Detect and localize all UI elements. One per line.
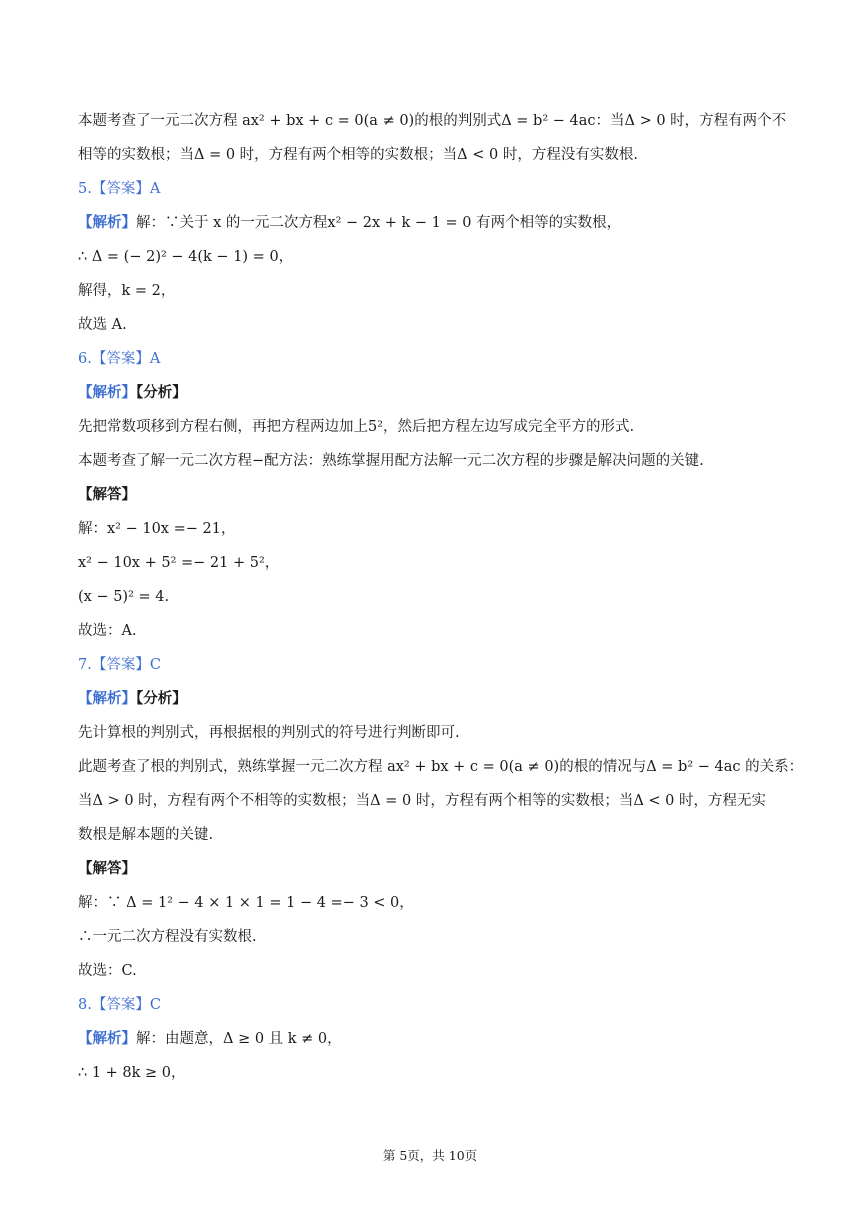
- analysis-tag: 【解析】: [78, 1030, 136, 1047]
- text-line: 故选：A.: [78, 623, 137, 639]
- text-line: 此题考查了根的判别式，熟练掌握一元二次方程 ax² + bx + c = 0(a ≠ 0)的根的情况与Δ = b² − 4ac 的关系：: [78, 759, 804, 775]
- text-line: (x − 5)² = 4.: [78, 589, 170, 605]
- text-line: 本题考查了解一元二次方程−配方法：熟练掌握用配方法解一元二次方程的步骤是解决问题的关键.: [78, 453, 704, 469]
- solution-tag: 【解答】: [78, 860, 136, 877]
- analysis-tag: 【解析】: [78, 690, 136, 707]
- text-line: 故选：C.: [78, 963, 137, 979]
- text-line: ∴ Δ = (− 2)² − 4(k − 1) = 0，: [78, 249, 294, 265]
- fenxi-tag: 【分析】: [136, 384, 187, 401]
- text-line: 解：由题意，Δ ≥ 0 且 k ≠ 0，: [136, 1031, 342, 1047]
- text-line: 相等的实数根；当Δ = 0 时，方程有两个相等的实数根；当Δ < 0 时，方程没有实数根.: [78, 147, 638, 163]
- text-line: x² − 10x + 5² =− 21 + 5²，: [78, 555, 280, 571]
- answer-heading-6: 6.【答案】A: [78, 351, 161, 367]
- text-line: 故选 A.: [78, 317, 127, 333]
- text-line: 解：∵ Δ = 1² − 4 × 1 × 1 = 1 − 4 =− 3 < 0，: [78, 895, 414, 911]
- solution-tag: 【解答】: [78, 486, 136, 503]
- text-line: 解：x² − 10x =− 21，: [78, 521, 236, 537]
- analysis-line: [78, 213, 621, 233]
- text-line: 先计算根的判别式，再根据根的判别式的符号进行判断即可.: [78, 725, 460, 741]
- fenxi-tag: 【分析】: [136, 690, 187, 707]
- answer-heading-5: 5.【答案】A: [78, 181, 161, 197]
- analysis-line: [78, 1029, 342, 1049]
- text-line: ∴一元二次方程没有实数根.: [78, 929, 257, 945]
- text-line: 数根是解本题的关键.: [78, 827, 214, 843]
- text-line: 当Δ > 0 时，方程有两个不相等的实数根；当Δ = 0 时，方程有两个相等的实数根；当Δ < 0 时，方程无实: [78, 793, 767, 809]
- analysis-tag: 【解析】: [78, 214, 136, 231]
- analysis-line: [78, 689, 187, 709]
- text-line: 先把常数项移到方程右侧，再把方程两边加上5²，然后把方程左边写成完全平方的形式.: [78, 419, 635, 435]
- text-line: ∴ 1 + 8k ≥ 0，: [78, 1065, 186, 1081]
- analysis-line: [78, 383, 187, 403]
- text-line: 解得，k = 2，: [78, 283, 176, 299]
- page-number: 第 5页，共 10页: [382, 1148, 478, 1163]
- answer-heading-8: 8.【答案】C: [78, 997, 161, 1013]
- answer-heading-7: 7.【答案】C: [78, 657, 161, 673]
- text-line: 解：∵关于 x 的一元二次方程x² − 2x + k − 1 = 0 有两个相等的实数根，: [136, 215, 622, 231]
- analysis-tag: 【解析】: [78, 384, 136, 401]
- page-footer: [0, 1148, 860, 1164]
- text-line: 本题考查了一元二次方程 ax² + bx + c = 0(a ≠ 0)的根的判别式Δ = b² − 4ac：当Δ > 0 时，方程有两个不: [78, 113, 787, 129]
